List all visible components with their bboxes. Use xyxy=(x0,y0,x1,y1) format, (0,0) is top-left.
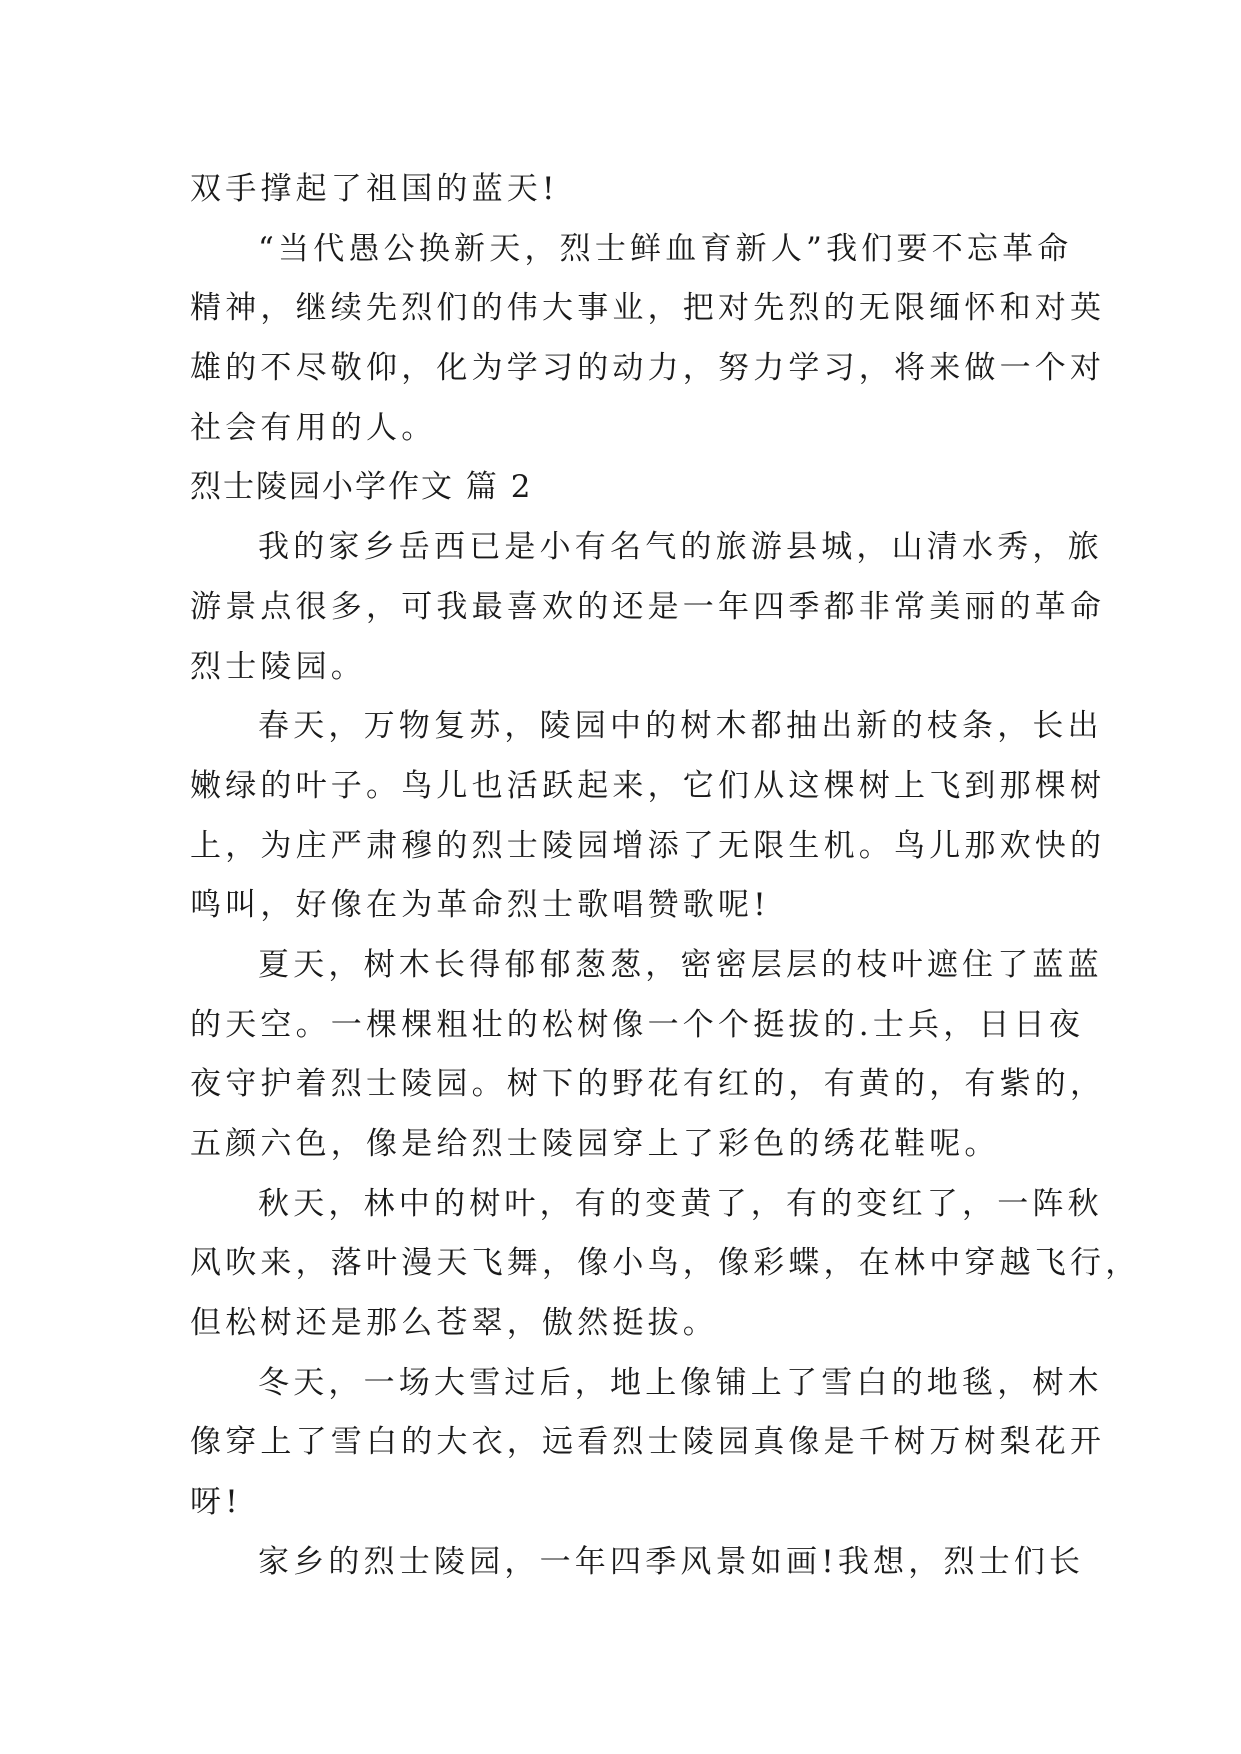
text-line: 的天空。一棵棵粗壮的松树像一个个挺拔的.士兵，日日夜 xyxy=(190,1006,1085,1043)
paragraph-first-line: 冬天，一场大雪过后，地上像铺上了雪白的地毯，树木 xyxy=(258,1364,1103,1401)
text-line: 游景点很多，可我最喜欢的还是一年四季都非常美丽的革命 xyxy=(190,588,1106,625)
document-body xyxy=(190,160,1141,1593)
paragraph-first-line: 秋天，林中的树叶，有的变黄了，有的变红了，一阵秋 xyxy=(258,1185,1103,1222)
paragraph-first-line: 夏天，树木长得郁郁葱葱，密密层层的枝叶遮住了蓝蓝 xyxy=(258,946,1103,983)
paragraph-first-line: 春天，万物复苏，陵园中的树木都抽出新的枝条，长出 xyxy=(258,708,1103,745)
text-line: 夜守护着烈士陵园。树下的野花有红的，有黄的，有紫的， xyxy=(190,1066,1106,1103)
paragraph-first-line: “当代愚公换新天，烈士鲜血育新人”我们要不忘革命 xyxy=(258,230,1073,267)
text-line: 嫩绿的叶子。鸟儿也活跃起来，它们从这棵树上飞到那棵树 xyxy=(190,767,1106,804)
text-line: 呀! xyxy=(190,1484,242,1521)
text-line: 烈士陵园。 xyxy=(190,648,366,685)
text-line: 鸣叫，好像在为革命烈士歌唱赞歌呢! xyxy=(190,887,770,924)
text-line: 但松树还是那么苍翠，傲然挺拔。 xyxy=(190,1305,718,1342)
text-line: 五颜六色，像是给烈士陵园穿上了彩色的绣花鞋呢。 xyxy=(190,1126,1000,1162)
text-line: 精神，继续先烈们的伟大事业，把对先烈的无限缅怀和对英 xyxy=(190,290,1106,327)
text-line: 社会有用的人。 xyxy=(190,409,437,446)
text-line: 上，为庄严肃穆的烈士陵园增添了无限生机。鸟儿那欢快的 xyxy=(190,827,1106,864)
paragraph-first-line: 家乡的烈士陵园，一年四季风景如画!我想，烈士们长 xyxy=(258,1543,1085,1580)
section-heading: 烈士陵园小学作文 篇 2 xyxy=(190,469,533,506)
text-line: 风吹来，落叶漫天飞舞，像小鸟，像彩蝶，在林中穿越飞行， xyxy=(190,1245,1141,1282)
paragraph-first-line: 我的家乡岳西已是小有名气的旅游县城，山清水秀，旅 xyxy=(258,529,1103,566)
text-line: 雄的不尽敬仰，化为学习的动力，努力学习，将来做一个对 xyxy=(190,350,1106,387)
text-line: 像穿上了雪白的大衣，远看烈士陵园真像是千树万树梨花开 xyxy=(190,1424,1106,1461)
text-line: 双手撑起了祖国的蓝天! xyxy=(190,171,559,207)
